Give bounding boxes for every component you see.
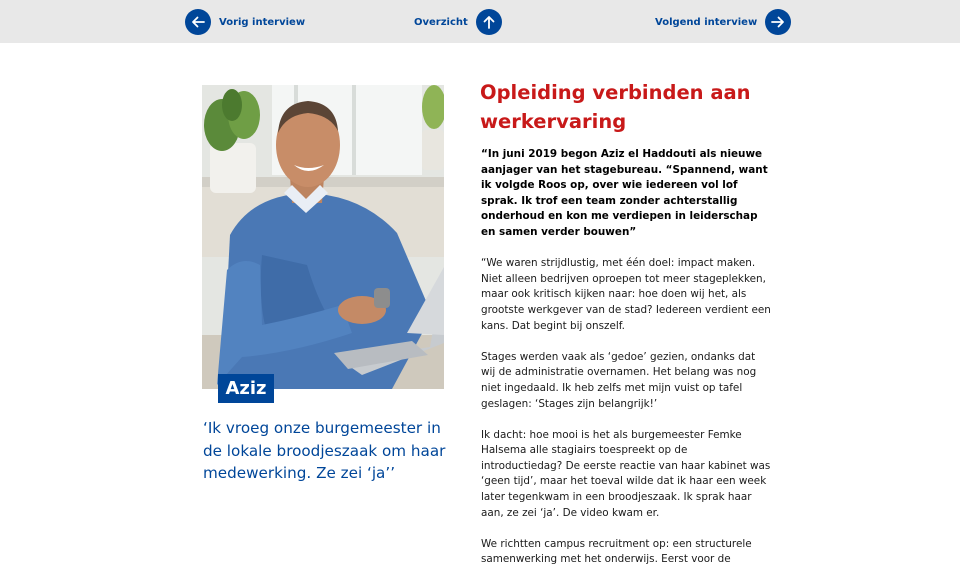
- article-paragraph: “We waren strijdlustig, met één doel: impact maken. Niet alleen bedrijven oproepen tot meer stageplekken, maar ook kritisch kijken naar: hoe doen wij het, als grootste werkgever van de stad? Iedereen verdient een kans. Dat begint bij onszelf.: [481, 257, 771, 332]
- article-title: Opleiding verbinden aan werkervaring: [480, 81, 751, 133]
- arrow-up-icon: [476, 9, 502, 35]
- overview-link[interactable]: [414, 9, 502, 35]
- next-interview-label: Volgend interview: [655, 16, 758, 28]
- person-name-tag: Aziz: [218, 374, 274, 403]
- previous-interview-link[interactable]: [185, 9, 305, 35]
- article-paragraph: Stages werden vaak als ‘gedoe’ gezien, ondanks dat wij de administratie overnamen. Het belang was nog niet ingedaald. Ik heb zelfs met mijn vuist op tafel geslagen: ‘Stages zijn belangrijk!’: [481, 350, 757, 410]
- article-paragraph: Ik dacht: hoe mooi is het als burgemeester Femke Halsema alle stagiairs toespreekt op de introductiedag? De eerste reactie van haar kabinet was ‘geen tijd’, maar het toeval wilde dat ik haar een week later tegenkwam in een broodjeszaak. Ik sprak haar aan, ze zei ‘ja’. De video kwam er.: [481, 428, 771, 519]
- top-navigation-bar: [0, 0, 960, 43]
- previous-interview-label: Vorig interview: [219, 16, 306, 28]
- next-interview-link[interactable]: [655, 9, 791, 35]
- article-lead-paragraph: “In juni 2019 begon Aziz el Haddouti als nieuwe aanjager van het stagebureau. “Spannend, want ik volgde Roos op, over wie iedereen vol lof sprak. Ik trof een team zonder achterstallig onderhoud en kon me verdiepen in leiderschap en samen verder bouwen”: [481, 148, 768, 238]
- overview-label: Overzicht: [414, 16, 468, 28]
- pull-quote: ‘Ik vroeg onze burgemeester in de lokale broodjeszaak om haar medewerking. Ze zei ‘ja’’: [203, 419, 446, 482]
- article-body: [481, 147, 771, 584]
- portrait-photo: [202, 85, 444, 389]
- arrow-left-icon: [185, 9, 211, 35]
- arrow-right-icon: [765, 9, 791, 35]
- article-paragraph: We richtten campus recruitment op: een structurele samenwerking met het onderwijs. Eerst voor de: [481, 537, 752, 566]
